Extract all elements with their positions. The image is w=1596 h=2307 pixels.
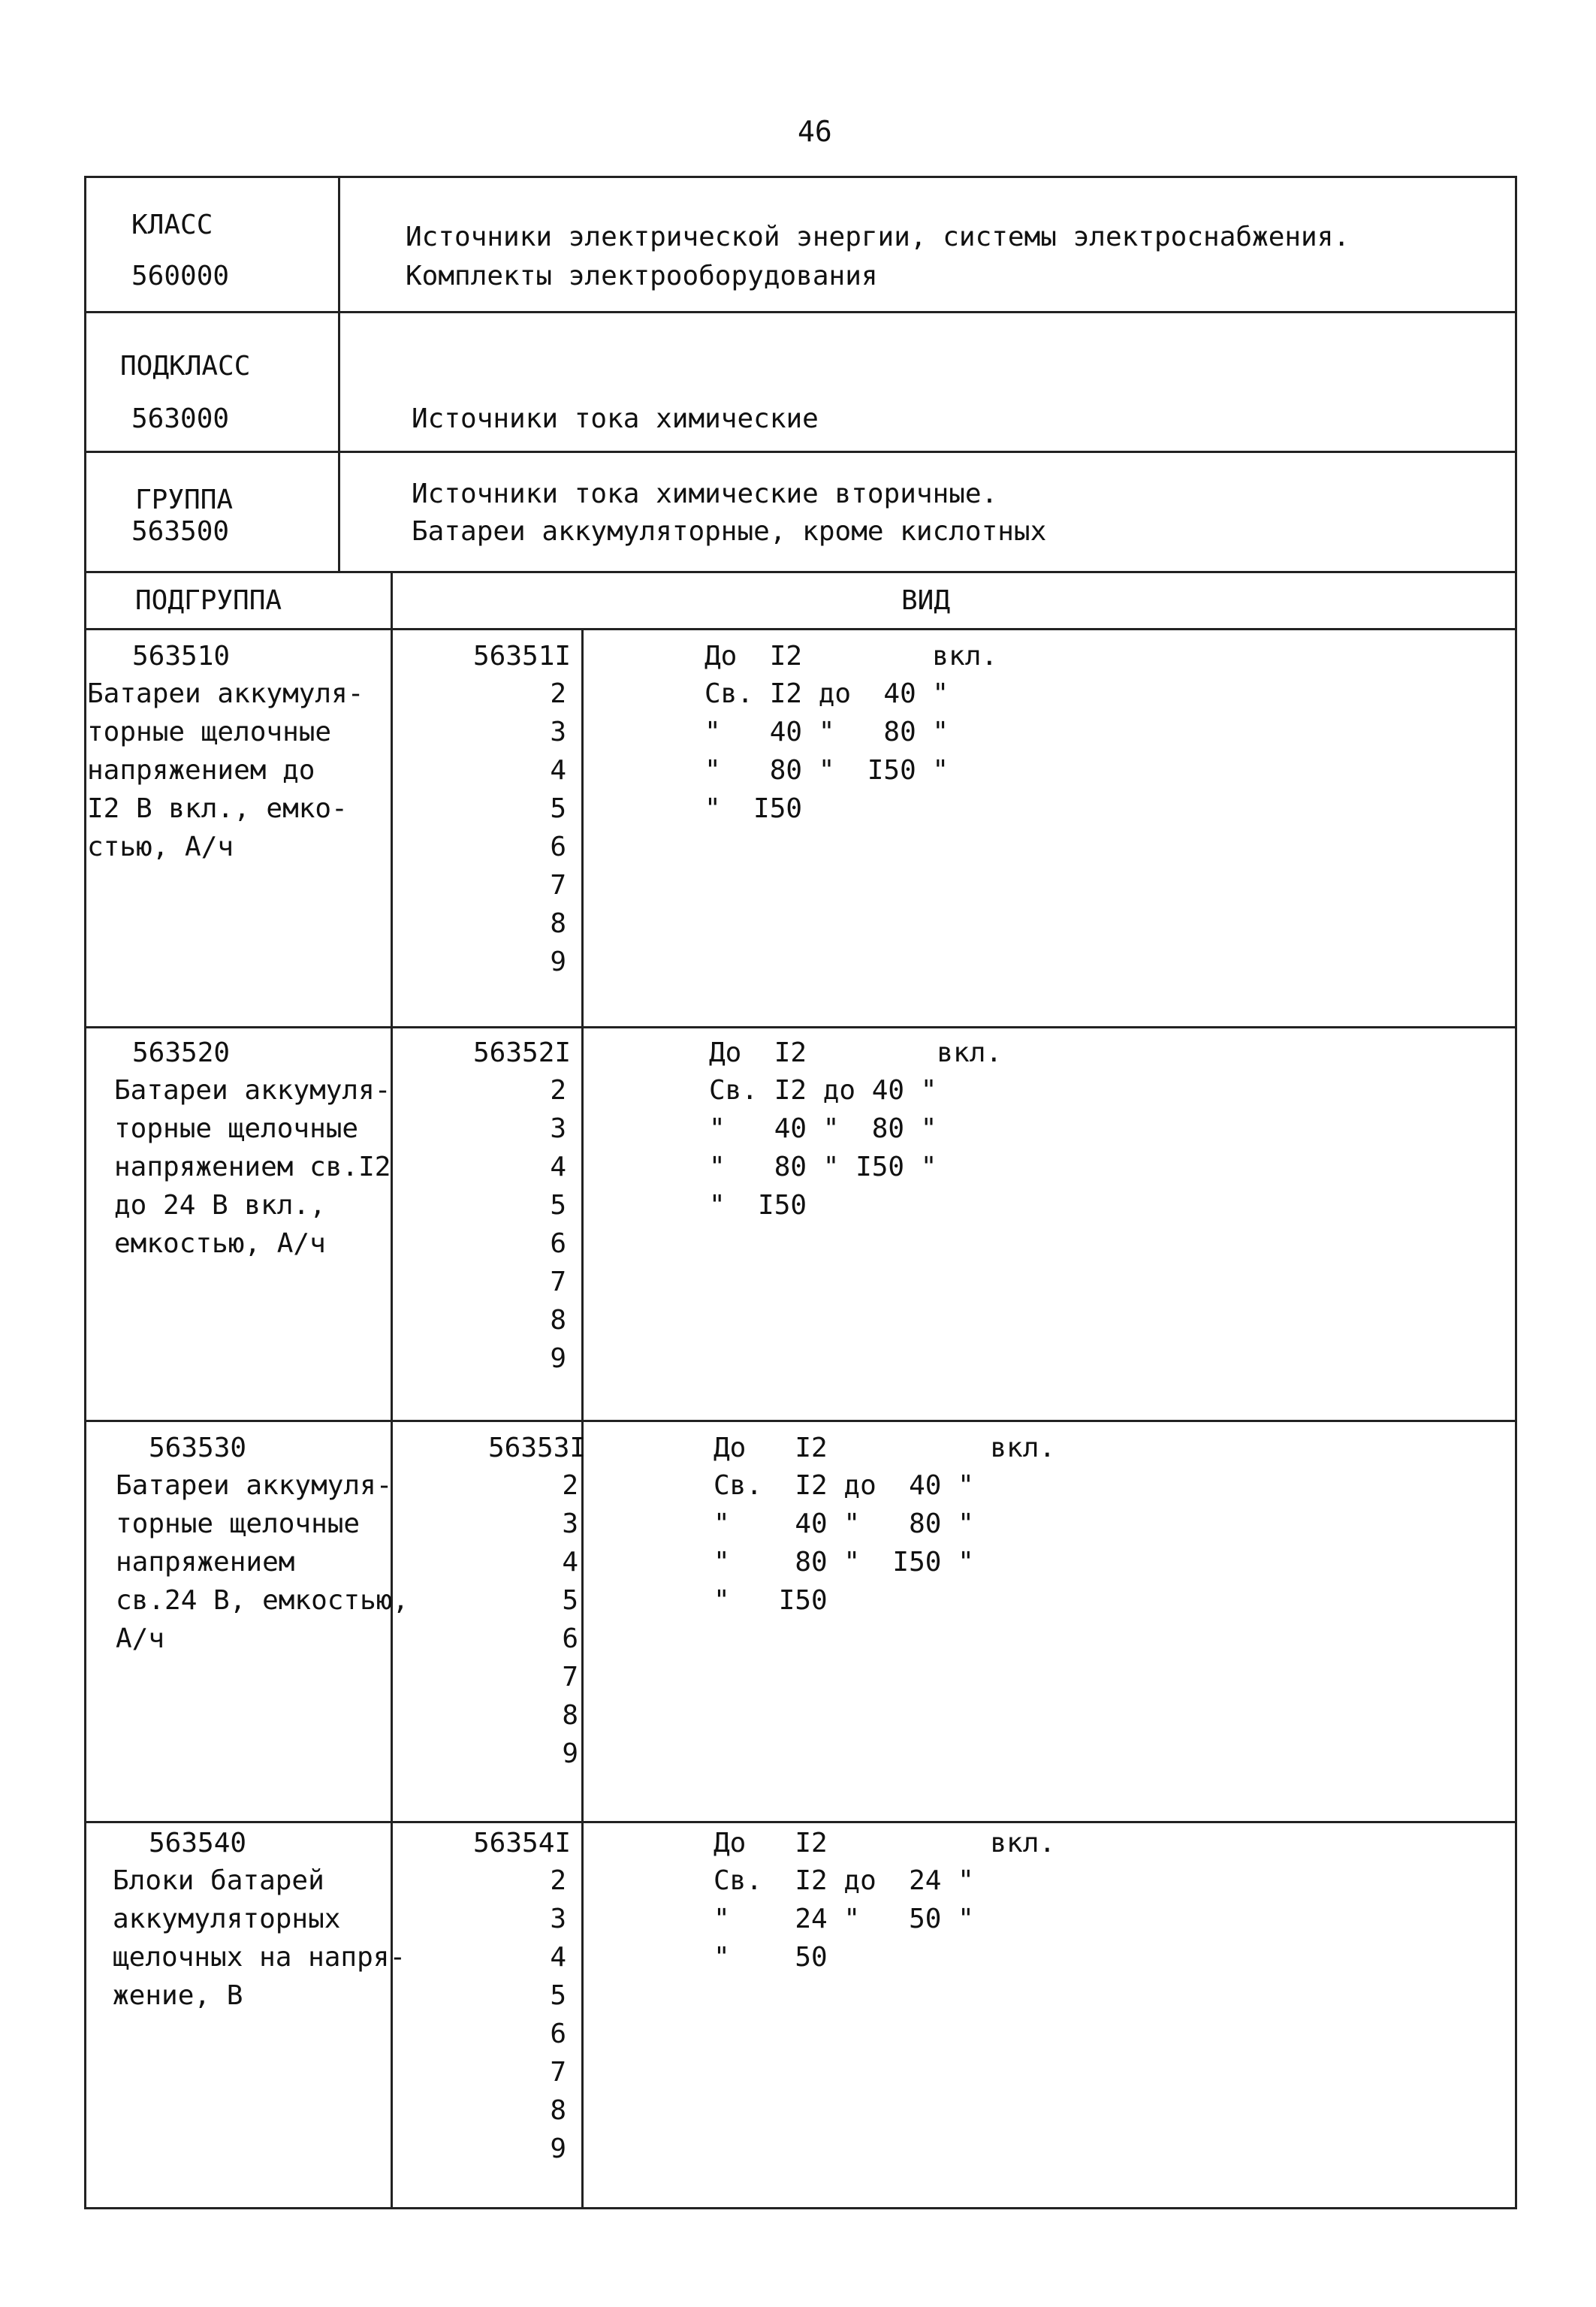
row2-bottom-border: [84, 1420, 1517, 1422]
vid-num: 8: [550, 2095, 566, 2126]
vid-range: До I2 вкл.: [714, 1433, 1056, 1463]
vid-range: " 40 " 80 ": [709, 1113, 937, 1144]
vid-range: " 80 " I50 ": [709, 1152, 937, 1182]
podklass-title: Источники тока химические: [412, 403, 819, 434]
vid-code: 56353I: [488, 1433, 587, 1463]
klass-title-line1: Источники электрической энергии, системы электроснабжения.: [406, 222, 1350, 252]
vid-num: 7: [550, 870, 566, 901]
podgruppa-desc-line: щелочных на напря-: [113, 1942, 406, 1973]
vid-num: 6: [550, 2019, 566, 2049]
vid-range: " 80 " I50 ": [714, 1547, 974, 1578]
gruppa-title-line1: Источники тока химические вторичные.: [412, 479, 998, 509]
table-left-border: [84, 176, 86, 2209]
gruppa-bottom-border: [84, 571, 1517, 573]
podgruppa-desc-line: Батареи аккумуля-: [114, 1075, 391, 1106]
vid-num: 5: [550, 1190, 566, 1221]
podgruppa-desc-line: напряжением до: [87, 755, 315, 786]
vid-num: 9: [550, 947, 566, 977]
vid-num: 6: [550, 1228, 566, 1259]
podgruppa-desc-line: стью, А/ч: [87, 832, 234, 862]
podgruppa-code: 563510: [132, 641, 231, 672]
podgruppa-desc-line: емкостью, А/ч: [114, 1228, 326, 1259]
vid-num: 4: [550, 1942, 566, 1973]
vid-range: Св. I2 до 24 ": [714, 1865, 974, 1896]
klass-label: КЛАСС: [131, 210, 213, 240]
vid-range: " 24 " 50 ": [714, 1904, 974, 1934]
podgruppa-desc-line: торные щелочные: [116, 1508, 361, 1539]
vid-range: Св. I2 до 40 ": [714, 1470, 974, 1501]
vid-num: 8: [562, 1700, 578, 1731]
row3-bottom-border: [84, 1821, 1517, 1823]
podgruppa-desc-line: аккумуляторных: [113, 1904, 341, 1934]
klass-title-line2: Комплекты электрооборудования: [406, 261, 878, 291]
podklass-label: ПОДКЛАСС: [120, 351, 251, 382]
podgruppa-desc-line: до 24 В вкл.,: [114, 1190, 326, 1221]
vid-range: Св. I2 до 40 ": [704, 678, 949, 709]
vid-num: 5: [550, 1980, 566, 2011]
vid-num: 6: [550, 832, 566, 862]
table-bottom-border: [84, 2207, 1517, 2209]
klass-bottom-border: [84, 311, 1517, 313]
vid-range: " 40 " 80 ": [714, 1508, 974, 1539]
podklass-bottom-border: [84, 451, 1517, 453]
vid-range: " I50: [714, 1585, 828, 1616]
podgruppa-desc-line: Батареи аккумуля-: [116, 1470, 393, 1501]
podgruppa-header: ПОДГРУППА: [135, 585, 282, 616]
vid-num: 7: [550, 1267, 566, 1297]
vid-range: " 50: [714, 1942, 828, 1973]
vid-range: " I50: [709, 1190, 807, 1221]
vid-num: 2: [562, 1470, 578, 1501]
vid-num: 7: [550, 2057, 566, 2088]
podgruppa-desc-line: торные щелочные: [114, 1113, 359, 1144]
gruppa-title-line2: Батареи аккумуляторные, кроме кислотных: [412, 516, 1047, 547]
vid-range: Св. I2 до 40 ": [709, 1075, 937, 1106]
table-right-border: [1515, 176, 1517, 2209]
vid-num: 7: [562, 1662, 578, 1693]
page-number: 46: [798, 115, 832, 148]
vid-num: 6: [562, 1623, 578, 1654]
vid-code: 56352I: [473, 1037, 572, 1068]
podgruppa-desc-line: Батареи аккумуля-: [87, 678, 364, 709]
podgruppa-desc-line: А/ч: [116, 1623, 165, 1654]
vid-num: 4: [550, 1152, 566, 1182]
vid-num: 5: [550, 793, 566, 824]
vid-num: 4: [562, 1547, 578, 1578]
vid-num: 2: [550, 678, 566, 709]
vid-num: 3: [550, 1113, 566, 1144]
gruppa-label: ГРУППА: [135, 485, 234, 515]
vid-num: 2: [550, 1075, 566, 1106]
vid-header: ВИД: [901, 585, 951, 616]
vid-num: 3: [550, 717, 566, 747]
podgruppa-desc-line: напряжением св.I2: [114, 1152, 391, 1182]
vid-num: 4: [550, 755, 566, 786]
podgruppa-desc-line: напряжением: [116, 1547, 295, 1578]
gruppa-code: 563500: [131, 516, 230, 547]
vid-num: 8: [550, 1305, 566, 1336]
vid-num: 5: [562, 1585, 578, 1616]
vid-range: " 80 " I50 ": [704, 755, 949, 786]
podgruppa-desc-line: торные щелочные: [87, 717, 332, 747]
vid-range: " I50: [704, 793, 803, 824]
vid-range: " 40 " 80 ": [704, 717, 949, 747]
row1-bottom-border: [84, 1026, 1517, 1028]
top-section-divider: [338, 176, 340, 571]
podgruppa-code: 563540: [149, 1828, 247, 1859]
vid-code-divider: [581, 628, 584, 2209]
klass-code: 560000: [131, 261, 230, 291]
podgruppa-desc-line: жение, В: [113, 1980, 243, 2011]
table-top-border: [84, 176, 1517, 178]
vid-range: До I2 вкл.: [709, 1037, 1003, 1068]
podgruppa-desc-line: Блоки батарей: [113, 1865, 324, 1896]
podgruppa-desc-line: I2 В вкл., емко-: [87, 793, 348, 824]
vid-num: 9: [562, 1738, 578, 1769]
vid-num: 8: [550, 908, 566, 939]
vid-num: 9: [550, 2133, 566, 2164]
podgruppa-desc-line: св.24 В, емкостью,: [116, 1585, 409, 1616]
vid-code: 56354I: [473, 1828, 572, 1859]
vid-num: 2: [550, 1865, 566, 1896]
vid-num: 3: [550, 1904, 566, 1934]
vid-range: До I2 вкл.: [714, 1828, 1056, 1859]
podklass-code: 563000: [131, 403, 230, 434]
vid-range: До I2 вкл.: [704, 641, 998, 672]
vid-num: 3: [562, 1508, 578, 1539]
vid-num: 9: [550, 1343, 566, 1374]
vid-code: 56351I: [473, 641, 572, 672]
header-bottom-border: [84, 628, 1517, 630]
podgruppa-code: 563520: [132, 1037, 231, 1068]
podgruppa-code: 563530: [149, 1433, 247, 1463]
